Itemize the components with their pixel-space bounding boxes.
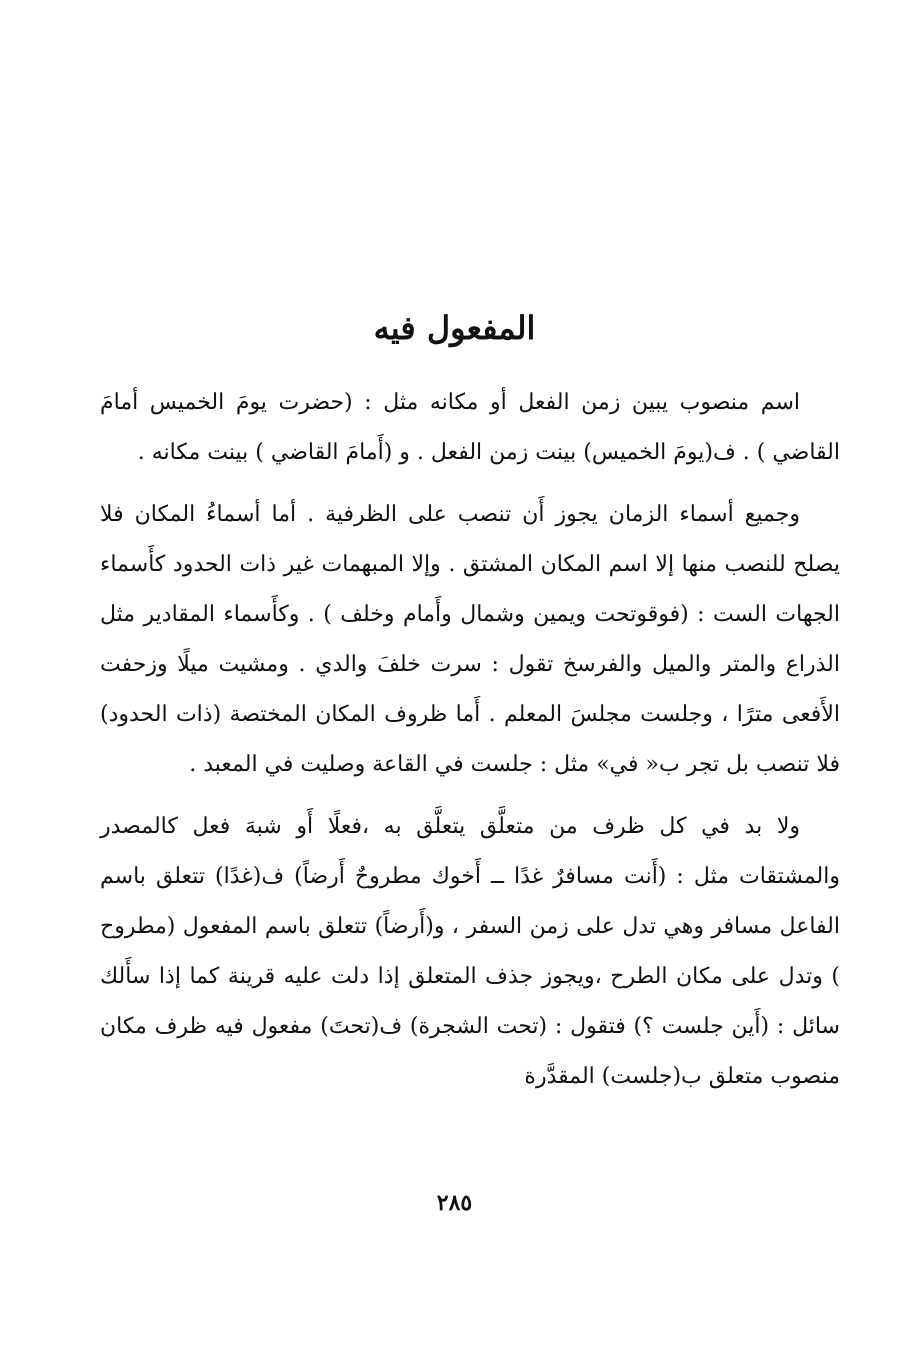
page-number: ٢٨٥ — [436, 1190, 473, 1216]
paragraph-attachment: ولا بد في كل ظرف من متعلَّق يتعلَّق به ،فعلًا أَو شبهَ فعل كالمصدر والمشتقات مثل : (أَنت مسافرٌ غدًا ــ أَخوك مطروحٌ أَرضاً) ف(غدًا) تتعلق باسم الفاعل مسافر وهي تدل على زمن السفر ، و(أَرضاً) تتعلق باسم المفعول (مطروح ) وتدل على مكان الطرح ،ويجوز جذف المتعلق إذا دلت عليه قرينة كما إذا سأَلك سائل : (أَين جلست ؟) فتقول : (تحت الشجرة) ف(تحتَ) مفعول فيه ظرف مكان منصوب متعلق ب(جلست) المقدَّرة — [100, 814, 840, 1089]
body-text — [100, 378, 840, 1114]
paragraph-definition: اسم منصوب يبين زمن الفعل أو مكانه مثل : (حضرت يومَ الخميس أمامَ القاضي ) . ف(يومَ الخميس) بينت زمن الفعل . و (أَمامَ القاضي ) بينت مكانه . — [100, 390, 840, 465]
chapter-title: المفعول فيه — [373, 309, 536, 347]
paragraph-time-place-nouns: وجميع أسماء الزمان يجوز أَن تنصب على الظرفية . أما أسماءُ المكان فلا يصلح للنصب منها إلا اسم المكان المشتق . وإلا المبهمات غير ذات الحدود كأَسماء الجهات الست : (فوقوتحت ويمين وشمال وأَمام وخلف ) . وكأَسماء المقادير مثل الذراع والمتر والميل والفرسخ تقول : سرت خلفَ والدي . ومشيت ميلًا وزحفت الأَفعى مترًا ، وجلست مجلسَ المعلم . أَما ظروف المكان المختصة (ذات الحدود) فلا تنصب بل تجر ب« في» مثل : جلست في القاعة وصليت في المعبد . — [100, 502, 840, 777]
